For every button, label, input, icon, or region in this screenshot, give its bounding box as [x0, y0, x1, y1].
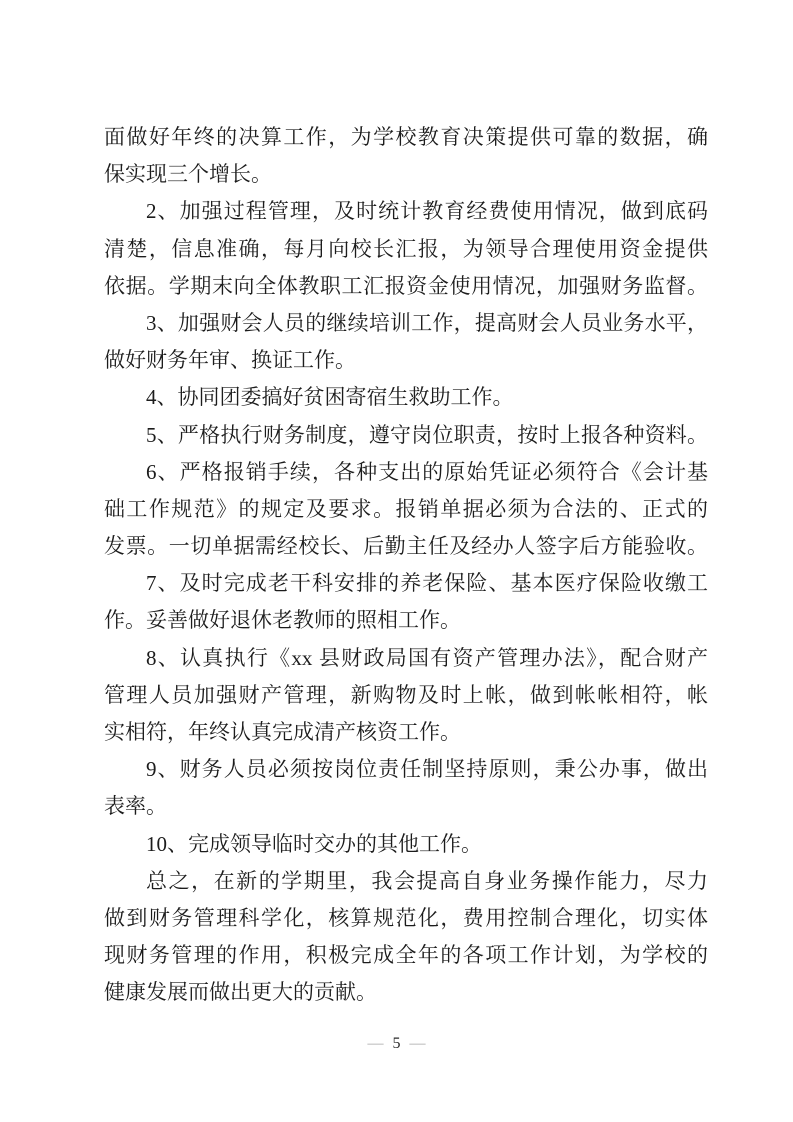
text-line: 5、严格执行财务制度，遵守岗位职责，按时上报各种资料。 [146, 422, 708, 447]
page-footer [0, 1033, 793, 1055]
text-line: 10、完成领导临时交办的其他工作。 [146, 831, 482, 856]
text-line: 2、加强过程管理，及时统计教育经费使用情况，做到底码 [146, 199, 708, 224]
text-line: 管理人员加强财产管理，新购物及时上帐，做到帐帐相符，帐 [104, 682, 708, 707]
text-line: 础工作规范》的规定及要求。报销单据必须为合法的、正式的 [104, 496, 708, 521]
paragraph [104, 193, 708, 305]
text-line: 发票。一切单据需经校长、后勤主任及经办人签字后方能验收。 [104, 534, 708, 559]
paragraph [104, 454, 708, 566]
text-line: 依据。学期末向全体教职工汇报资金使用情况，加强财务监督。 [104, 273, 708, 298]
text-line: 3、加强财会人员的继续培训工作，提高财会人员业务水平， [146, 310, 708, 335]
paragraph [104, 565, 708, 639]
text-line: 实相符，年终认真完成清产核资工作。 [104, 720, 461, 744]
text-line: 表率。 [104, 794, 167, 819]
text-line: 健康发展而做出更大的贡献。 [104, 980, 377, 1005]
page-number: 5 [392, 1035, 401, 1052]
text-line: 做到财务管理科学化，核算规范化，费用控制合理化，切实体 [104, 905, 708, 930]
paragraph [104, 640, 708, 752]
footer-dash-right: — [409, 1035, 426, 1052]
document-body [104, 119, 708, 1012]
text-line: 9、财务人员必须按岗位责任制坚持原则，秉公办事，做出 [146, 757, 708, 782]
text-line: 6、严格报销手续，各种支出的原始凭证必须符合《会计基 [146, 459, 708, 484]
text-line: 4、协同团委搞好贫困寄宿生救助工作。 [146, 385, 514, 410]
paragraph [104, 863, 708, 1012]
paragraph [104, 305, 708, 379]
text-line: 8、认真执行《xx 县财政局国有资产管理办法》，配合财产 [146, 645, 708, 670]
text-line: 做好财务年审、换证工作。 [104, 348, 356, 373]
paragraph [104, 379, 708, 416]
text-line: 总之，在新的学期里，我会提高自身业务操作能力，尽力 [146, 868, 708, 893]
paragraph [104, 751, 708, 825]
paragraph [104, 826, 708, 863]
footer-dash-left: — [367, 1035, 384, 1052]
text-line: 作。妥善做好退休老教师的照相工作。 [104, 608, 461, 633]
paragraph [104, 417, 708, 454]
paragraph [104, 119, 708, 193]
text-line: 7、及时完成老干科安排的养老保险、基本医疗保险收缴工 [146, 571, 708, 596]
text-line: 清楚，信息准确，每月向校长汇报，为领导合理使用资金提供 [104, 236, 708, 261]
text-line: 面做好年终的决算工作，为学校教育决策提供可靠的数据，确 [104, 125, 708, 149]
text-line: 保实现三个增长。 [104, 162, 272, 187]
text-line: 现财务管理的作用，积极完成全年的各项工作计划，为学校的 [104, 943, 708, 968]
